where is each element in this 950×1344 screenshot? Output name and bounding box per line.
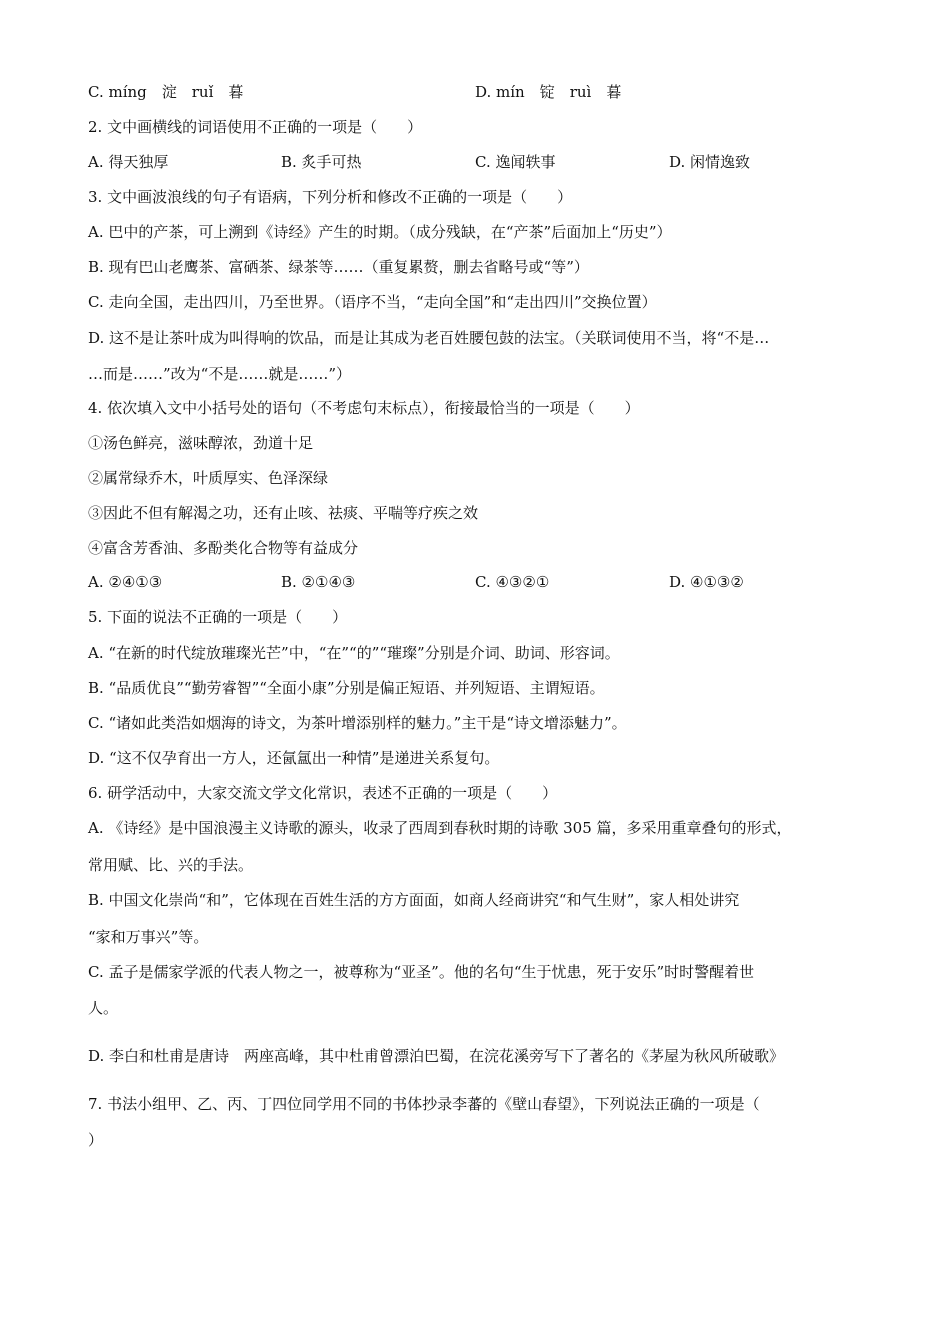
q4-option-c: C. ④③②① (475, 573, 550, 591)
q6-option-b-line2: “家和万事兴”等。 (88, 928, 209, 946)
q4-sentence-1: ①汤色鲜亮，滋味醇浓，劲道十足 (88, 434, 314, 452)
q7-stem-line1: 7. 书法小组甲、乙、丙、丁四位同学用不同的书体抄录李蕃的《壁山春望》，下列说法正确的一项是（ (88, 1095, 760, 1113)
q4-option-b: B. ②①④③ (281, 573, 356, 591)
q5-option-c: C. “诸如此类浩如烟海的诗文，为茶叶增添别样的魅力。”主干是“诗文增添魅力”。 (88, 714, 627, 732)
q3-option-d-line2: …而是……”改为“不是……就是……”） (88, 365, 352, 383)
q3-option-d-line1: D. 这不是让茶叶成为叫得响的饮品，而是让其成为老百姓腰包鼓的法宝。（关联词使用不当，将“不是… (88, 329, 770, 347)
q3-option-c: C. 走向全国，走出四川，乃至世界。（语序不当，“走向全国”和“走出四川”交换位置） (88, 293, 657, 311)
q6-option-a-line2: 常用赋、比、兴的手法。 (88, 856, 254, 874)
q2-option-a: A. 得天独厚 (88, 153, 169, 171)
q2-option-d: D. 闲情逸致 (669, 153, 751, 171)
q6-stem: 6. 研学活动中，大家交流文学文化常识，表述不正确的一项是（ ） (88, 784, 558, 802)
q6-option-d: D. 李白和杜甫是唐诗 两座高峰，其中杜甫曾漂泊巴蜀，在浣花溪旁写下了著名的《茅屋为秋风所破歌》 (88, 1047, 785, 1065)
q3-option-a: A. 巴中的产茶，可上溯到《诗经》产生的时期。（成分残缺，在“产茶”后面加上“历史”） (88, 223, 672, 241)
q6-option-b-line1: B. 中国文化崇尚“和”，它体现在百姓生活的方方面面，如商人经商讲究“和气生财”，家人相处讲究 (88, 891, 740, 909)
q6-option-c-line2: 人。 (88, 999, 119, 1017)
q1-option-d: D. mín 锭 ruì 暮 (475, 83, 622, 101)
q6-option-a-line1: A. 《诗经》是中国浪漫主义诗歌的源头，收录了西周到春秋时期的诗歌 305 篇，多采用重章叠句的形式， (88, 819, 792, 837)
q2-stem: 2. 文中画横线的词语使用不正确的一项是（ ） (88, 118, 423, 136)
q5-option-a: A. “在新的时代绽放璀璨光芒”中，“在”“的”“璀璨”分别是介词、助词、形容词。 (88, 644, 620, 662)
q4-sentence-2: ②属常绿乔木，叶质厚实、色泽深绿 (88, 469, 329, 487)
q1-option-c: C. míng 淀 ruǐ 暮 (88, 83, 244, 101)
q4-option-a: A. ②④①③ (88, 573, 163, 591)
q7-stem-line2: ） (88, 1131, 104, 1149)
q5-option-d: D. “这不仅孕育出一方人，还氤氲出一种情”是递进关系复句。 (88, 749, 500, 767)
q2-option-b: B. 炙手可热 (281, 153, 362, 171)
q4-stem: 4. 依次填入文中小括号处的语句（不考虑句末标点），衔接最恰当的一项是（ ） (88, 399, 640, 417)
q6-option-c-line1: C. 孟子是儒家学派的代表人物之一，被尊称为“亚圣”。他的名句“生于忧患，死于安乐”时时警醒着世 (88, 963, 755, 981)
q5-stem: 5. 下面的说法不正确的一项是（ ） (88, 608, 348, 626)
q5-option-b: B. “品质优良”“勤劳睿智”“全面小康”分别是偏正短语、并列短语、主谓短语。 (88, 679, 605, 697)
q4-sentence-3: ③因此不但有解渴之功，还有止咳、祛痰、平喘等疗疾之效 (88, 504, 479, 522)
q4-sentence-4: ④富含芳香油、多酚类化合物等有益成分 (88, 539, 359, 557)
q3-stem: 3. 文中画波浪线的句子有语病，下列分析和修改不正确的一项是（ ） (88, 188, 573, 206)
q3-option-b: B. 现有巴山老鹰茶、富硒茶、绿茶等……（重复累赘，删去省略号或“等”） (88, 258, 589, 276)
q2-option-c: C. 逸闻轶事 (475, 153, 556, 171)
q4-option-d: D. ④①③② (669, 573, 744, 591)
